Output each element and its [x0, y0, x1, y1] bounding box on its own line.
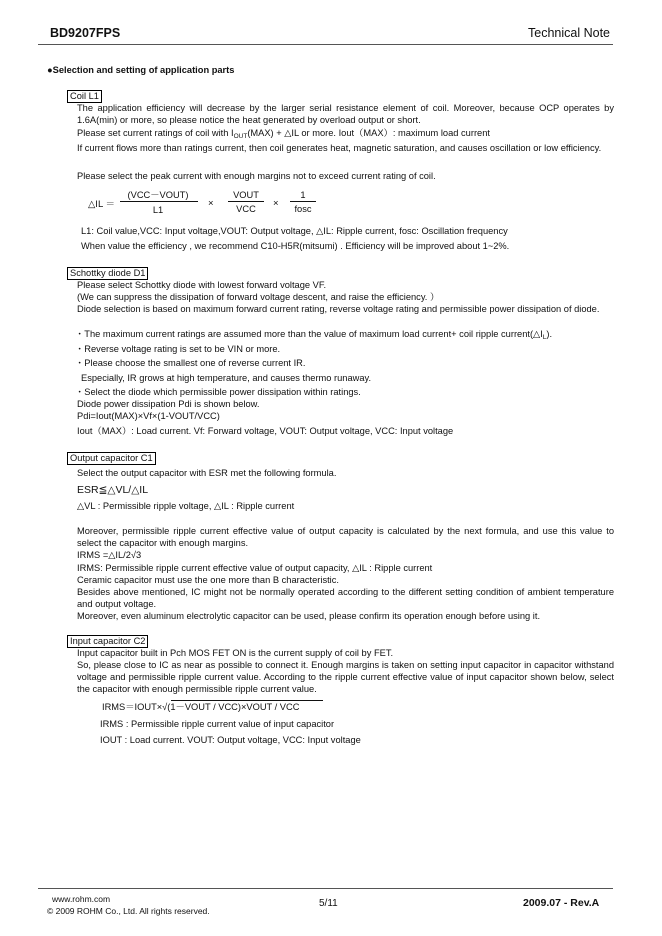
coil-formula-line1	[120, 201, 198, 202]
coil-formula-num2: VOUT	[233, 190, 259, 200]
coil-formula-line3	[290, 201, 316, 202]
coil-label: Coil L1	[67, 90, 102, 103]
schottky-legend: Iout（MAX）: Load current. Vf: Forward voltage, VOUT: Output voltage, VCC: Input voltage	[77, 426, 454, 436]
schottky-line-1: Please select Schottky diode with lowest forward voltage VF.	[77, 280, 327, 290]
coil-formula-den1: L1	[152, 205, 164, 215]
coil-formula-num1: (VCC－VOUT)	[127, 190, 189, 200]
coil-p2-text-a: Please set current ratings of coil with I	[77, 128, 234, 138]
coil-formula-num3: 1	[300, 190, 306, 200]
coil-recommend: When value the efficiency , we recommend C10-H5R(mitsumi) . Efficiency will be improved about 1~2%.	[81, 241, 510, 251]
schottky-line-2: (We can suppress the dissipation of forward voltage descent, and raise the efficiency. ）	[77, 292, 440, 302]
output-cap-legend: △VL : Permissible ripple voltage, △IL : Ripple current	[77, 501, 295, 511]
schottky-line-3: Diode selection is based on maximum forward current rating, reverse voltage rating and permissible power dissipation of diode.	[77, 304, 600, 314]
input-cap-label: Input capacitor C2	[67, 635, 148, 648]
footer-divider	[38, 888, 613, 889]
coil-p2-subscript: OUT	[233, 133, 248, 140]
output-cap-heading	[67, 452, 156, 465]
coil-formula-lhs: △IL ＝	[88, 199, 116, 210]
coil-formula-times2: ×	[273, 198, 279, 209]
output-cap-label: Output capacitor C1	[67, 452, 156, 465]
schottky-formula: Pdi=Iout(MAX)×Vf×(1-VOUT/VCC)	[77, 411, 220, 421]
schottky-bullet-4: ・Select the diode which permissible power dissipation within ratings.	[75, 387, 361, 397]
input-cap-paragraph-1: So, please close to IC as near as possible to connect it. Enough margins is taken on setting input capacitor in capacitor withstand voltage and permissible ripple current value. According to the ripple current effective value of input capacitor shown below, select the capacitor with enough permissible ripple current value.	[77, 660, 614, 695]
coil-paragraph-3: If current flows more than ratings current, then coil generates heat, magnetic saturation, and causes oscillation or low efficiency.	[77, 143, 602, 153]
input-cap-line-2: IRMS : Permissible ripple current value of input capacitor	[100, 719, 335, 729]
coil-formula-times1: ×	[208, 198, 214, 209]
coil-p2-text-b: (MAX) + △IL or more. Iout（MAX）: maximum load current	[247, 128, 490, 138]
footer-url[interactable]: www.rohm.com	[52, 894, 111, 904]
doc-part-number: BD9207FPS	[50, 26, 121, 40]
doc-type: Technical Note	[528, 26, 610, 40]
footer-revision: 2009.07 - Rev.A	[523, 897, 600, 909]
footer-page-number: 5/11	[319, 898, 338, 909]
footer-copyright: © 2009 ROHM Co., Ltd. All rights reserved.	[47, 906, 210, 916]
schottky-b1-subscript: L	[542, 334, 547, 341]
schottky-b1-text-b: ).	[546, 329, 553, 339]
schottky-line-4: Diode power dissipation Pdi is shown below.	[77, 399, 260, 409]
header-divider	[38, 44, 613, 45]
coil-paragraph-2	[77, 127, 614, 139]
input-cap-formula: IRMS＝IOUT×√(1－VOUT / VCC)×VOUT / VCC	[102, 702, 300, 712]
section-title: ●Selection and setting of application parts	[47, 65, 235, 75]
output-cap-paragraph-2: Besides above mentioned, IC might not be normally operated according to the different setting condition of ambient temperature and output voltage.	[77, 587, 614, 610]
schottky-bullet-3-note: Especially, IR grows at high temperature, and causes thermo runaway.	[81, 373, 372, 383]
output-cap-formula: ESR≦△VL/△IL	[77, 484, 149, 496]
coil-paragraph-1: The application efficiency will decrease by the larger serial resistance element of coil. Moreover, because OCP operates by 1.6A(min) or more, so please notice the heat generated by overload output or short.	[77, 103, 614, 126]
output-cap-line-4: Moreover, even aluminum electrolytic capacitor can be used, please confirm its operation enough before using it.	[77, 611, 541, 621]
coil-paragraph-4: Please select the peak current with enough margins not to exceed current rating of coil.	[77, 171, 436, 181]
output-cap-line-2: IRMS: Permissible ripple current effective value of output capacity, △IL : Ripple current	[77, 563, 433, 573]
schottky-bullet-3: ・Please choose the smallest one of reverse current IR.	[75, 358, 306, 368]
schottky-label: Schottky diode D1	[67, 267, 148, 280]
output-cap-line-1: Select the output capacitor with ESR met the following formula.	[77, 468, 337, 478]
output-cap-paragraph-1: Moreover, permissible ripple current effective value of output capacity is calculated by the next formula, and use this value to select the capacitor with enough margins.	[77, 526, 614, 549]
schottky-bullet-1	[75, 328, 552, 340]
coil-formula-line2	[228, 201, 264, 202]
schottky-b1-text-a: ・The maximum current ratings are assumed more than the value of maximum load current+ coil ripple current(△I	[75, 329, 543, 339]
input-cap-line-3: IOUT : Load current. VOUT: Output voltage, VCC: Input voltage	[100, 735, 361, 745]
output-cap-line-3: Ceramic capacitor must use the one more than B characteristic.	[77, 575, 339, 585]
coil-formula-den2: VCC	[236, 204, 256, 214]
schottky-bullet-2: ・Reverse voltage rating is set to be VIN or more.	[75, 344, 281, 354]
coil-formula-den3: fosc	[294, 204, 312, 214]
input-cap-line-1: Input capacitor built in Pch MOS FET ON is the current supply of coil by FET.	[77, 648, 394, 658]
output-cap-irms: IRMS =△IL/2√3	[77, 550, 142, 560]
coil-legend: L1: Coil value,VCC: Input voltage,VOUT: Output voltage, △IL: Ripple current, fosc: Oscillation frequency	[81, 226, 508, 236]
